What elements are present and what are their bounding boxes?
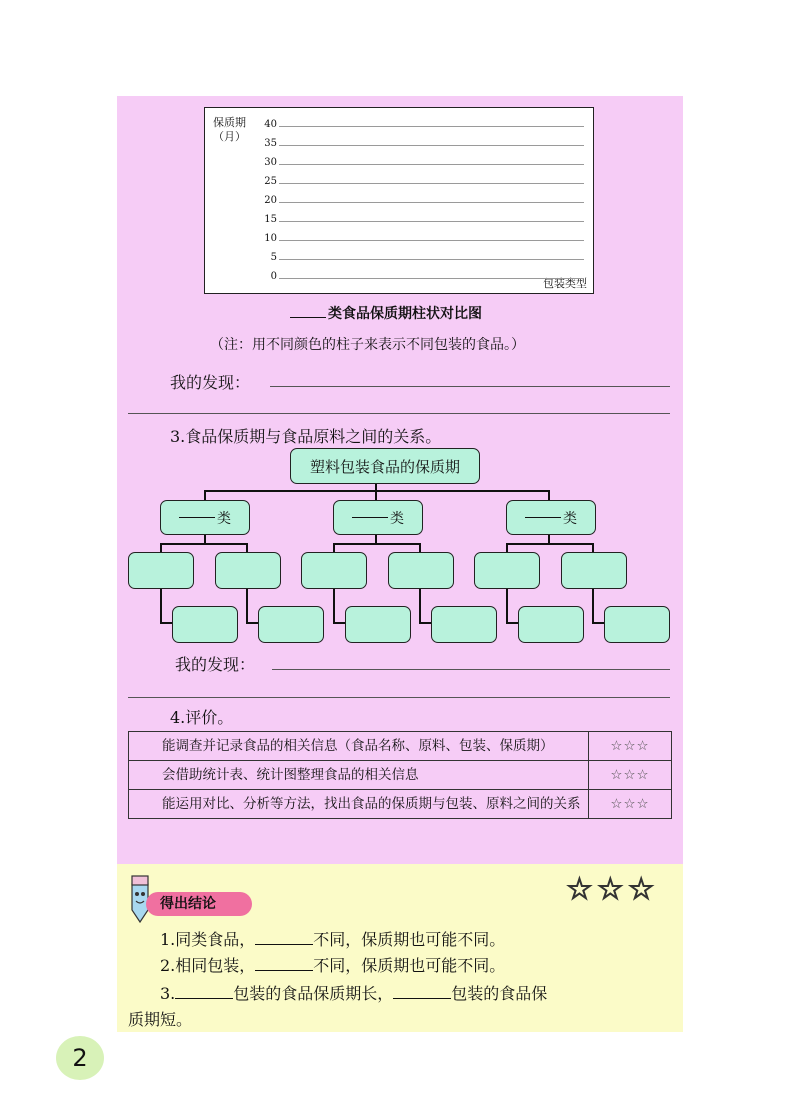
eval-stars[interactable]: ☆☆☆ <box>589 790 672 819</box>
y-tick-label: 15 <box>264 214 277 225</box>
gridline <box>279 164 584 165</box>
y-tick-label: 10 <box>264 233 277 244</box>
gridline <box>279 221 584 222</box>
tree-connector <box>160 588 162 624</box>
discovery-line-1a[interactable] <box>270 386 670 387</box>
page-number: 2 <box>56 1036 104 1080</box>
ingredient-node-1a[interactable] <box>128 552 194 589</box>
eval-stars[interactable]: ☆☆☆ <box>589 761 672 790</box>
gridline <box>279 259 584 260</box>
tree-root-node: 塑料包装食品的保质期 <box>290 448 480 484</box>
conclusion-item-3: 3. 包装的食品保质期长， 包装的食品保 <box>160 984 548 1003</box>
conclusion-blank[interactable] <box>255 944 313 945</box>
title-blank[interactable] <box>290 317 326 318</box>
eval-criterion: 能运用对比、分析等方法，找出食品的保质期与包装、原料之间的关系 <box>129 790 589 819</box>
table-row <box>129 761 672 790</box>
conclusion-stars[interactable]: ☆☆☆ <box>566 872 659 907</box>
category-node-3[interactable]: 类 <box>506 500 596 535</box>
table-row <box>129 790 672 819</box>
discovery-line-2b[interactable] <box>128 697 670 698</box>
tree-connector <box>246 588 248 624</box>
discovery-line-2a[interactable] <box>272 669 670 670</box>
evaluation-table <box>128 731 672 819</box>
shelf-life-node-1a[interactable] <box>172 606 238 643</box>
ingredient-node-3b[interactable] <box>561 552 627 589</box>
tree-connector <box>506 588 508 624</box>
eval-criterion: 能调查并记录食品的相关信息（食品名称、原料、包装、保质期） <box>129 732 589 761</box>
category-blank <box>352 517 388 518</box>
category-blank <box>525 517 561 518</box>
ingredient-node-2b[interactable] <box>388 552 454 589</box>
gridline <box>279 278 584 279</box>
conclusion-blank[interactable] <box>175 998 233 999</box>
tree-connector <box>419 588 421 624</box>
shelf-life-node-3b[interactable] <box>604 606 670 643</box>
gridline <box>279 240 584 241</box>
conclusion-badge: 得出结论 <box>146 892 252 916</box>
tree-connector <box>160 543 248 545</box>
conclusion-item-3-cont: 质期短。 <box>128 1010 193 1029</box>
tree-connector <box>506 543 594 545</box>
gridline <box>279 183 584 184</box>
y-tick-label: 0 <box>270 271 277 282</box>
gridline <box>279 202 584 203</box>
shelf-life-node-2a[interactable] <box>345 606 411 643</box>
y-tick-label: 35 <box>264 138 277 149</box>
gridline <box>279 126 584 127</box>
chart-note: （注：用不同颜色的柱子来表示不同包装的食品。） <box>210 337 525 353</box>
eval-stars[interactable]: ☆☆☆ <box>589 732 672 761</box>
ingredient-node-3a[interactable] <box>474 552 540 589</box>
eval-criterion: 会借助统计表、统计图整理食品的相关信息 <box>129 761 589 790</box>
ingredient-node-1b[interactable] <box>215 552 281 589</box>
ingredient-node-2a[interactable] <box>301 552 367 589</box>
discovery-label-1: 我的发现： <box>170 373 251 392</box>
category-node-1[interactable]: 类 <box>160 500 250 535</box>
discovery-line-1b[interactable] <box>128 413 670 414</box>
y-tick-label: 5 <box>270 252 277 263</box>
conclusion-item-2: 2.相同包装， 不同，保质期也可能不同。 <box>160 956 506 975</box>
y-tick-label: 20 <box>264 195 277 206</box>
conclusion-blank[interactable] <box>393 998 451 999</box>
chart-x-axis-label: 包装类型 <box>543 277 587 290</box>
y-tick-label: 40 <box>264 119 277 130</box>
y-tick-label: 25 <box>264 176 277 187</box>
table-row <box>129 732 672 761</box>
shelf-life-chart <box>204 107 594 294</box>
tree-connector <box>204 490 550 492</box>
shelf-life-node-1b[interactable] <box>258 606 324 643</box>
tree-connector <box>592 588 594 624</box>
y-tick-label: 30 <box>264 157 277 168</box>
chart-title: 类食品保质期柱状对比图 <box>290 303 482 323</box>
section4-title: 4.评价。 <box>170 708 234 727</box>
category-blank <box>179 517 215 518</box>
discovery-label-2: 我的发现： <box>175 655 256 674</box>
shelf-life-node-2b[interactable] <box>431 606 497 643</box>
conclusion-blank[interactable] <box>255 970 313 971</box>
gridline <box>279 145 584 146</box>
tree-connector <box>333 543 421 545</box>
category-node-2[interactable]: 类 <box>333 500 423 535</box>
tree-connector <box>333 588 335 624</box>
chart-y-axis-label: 保质期 （月） <box>213 116 246 143</box>
shelf-life-node-3a[interactable] <box>518 606 584 643</box>
section3-title: 3.食品保质期与食品原料之间的关系。 <box>170 427 442 446</box>
conclusion-item-1: 1.同类食品， 不同，保质期也可能不同。 <box>160 930 506 949</box>
